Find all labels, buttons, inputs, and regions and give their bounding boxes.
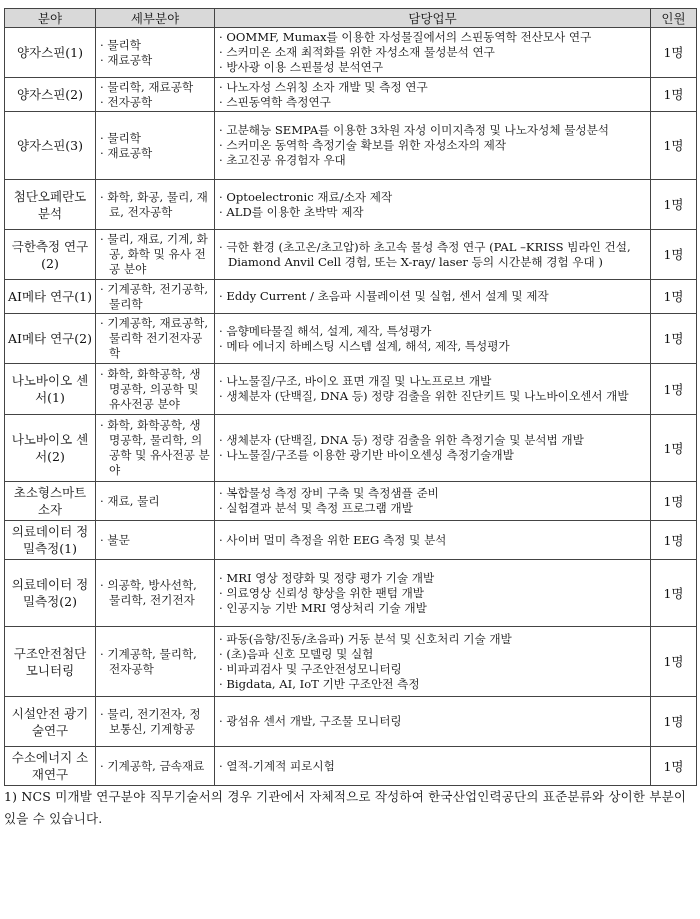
duty-item: · 생체분자 (단백질, DNA 등) 정량 검출을 위한 측정기술 및 분석법 개발 — [219, 433, 646, 448]
sub-field-item: · 화학, 화학공학, 생명공학, 의공학 및 유사전공 분야 — [100, 367, 210, 412]
sub-field-cell — [96, 521, 215, 560]
headcount-cell: 1명 — [651, 112, 697, 180]
sub-field-item: · 기계공학, 물리학, 전자공학 — [100, 647, 210, 677]
sub-field-item: · 물리, 전기전자, 정보통신, 기계항공 — [100, 707, 210, 737]
sub-field-item: · 재료공학 — [100, 146, 210, 161]
duty-item: · 방사광 이용 스핀물성 분석연구 — [219, 60, 646, 75]
duty-cell — [215, 280, 651, 314]
table-row — [5, 747, 697, 786]
table-row — [5, 560, 697, 627]
area-cell: 극한측정 연구(2) — [5, 230, 96, 280]
duty-item: · Eddy Current / 초음파 시뮬레이션 및 실험, 센서 설계 및 제작 — [219, 289, 646, 304]
duty-cell — [215, 28, 651, 78]
area-cell: AI메타 연구(2) — [5, 314, 96, 364]
area-cell: AI메타 연구(1) — [5, 280, 96, 314]
sub-field-item: · 기계공학, 금속재료 — [100, 759, 210, 774]
duty-item: · 생체분자 (단백질, DNA 등) 정량 검출을 위한 진단키트 및 나노바이오센서 개발 — [219, 389, 646, 404]
duty-item: · (초)음파 신호 모델링 및 실험 — [219, 647, 646, 662]
duty-cell — [215, 415, 651, 482]
sub-field-item: · 의공학, 방사선학, 물리학, 전기전자 — [100, 578, 210, 608]
footnote: 1) NCS 미개발 연구분야 직무기술서의 경우 기관에서 자체적으로 작성하여 한국산업인력공단의 표준분류와 상이한 부분이 있을 수 있습니다. — [4, 789, 687, 826]
duty-item: · Optoelectronic 재료/소자 제작 — [219, 190, 646, 205]
duty-item: · 비파괴검사 및 구조안전성모니터링 — [219, 662, 646, 677]
duty-item: · 인공지능 기반 MRI 영상처리 기술 개발 — [219, 601, 646, 616]
duty-cell — [215, 747, 651, 786]
sub-field-item: · 기계공학, 전기공학,물리학 — [100, 282, 210, 312]
headcount-cell: 1명 — [651, 747, 697, 786]
headcount-cell: 1명 — [651, 415, 697, 482]
sub-field-item: · 재료공학 — [100, 53, 210, 68]
sub-field-cell — [96, 78, 215, 112]
duty-item: · 광섬유 센서 개발, 구조물 모니터링 — [219, 714, 646, 729]
duty-cell — [215, 697, 651, 747]
duty-item: · 나노물질/구조, 바이오 표면 개질 및 나노프로브 개발 — [219, 374, 646, 389]
area-cell: 초소형스마트 소자 — [5, 482, 96, 521]
duty-cell — [215, 112, 651, 180]
area-cell: 양자스핀(3) — [5, 112, 96, 180]
area-cell: 구조안전첨단 모니터링 — [5, 627, 96, 697]
duty-cell — [215, 560, 651, 627]
duty-item: · MRI 영상 정량화 및 정량 평가 기술 개발 — [219, 571, 646, 586]
table-row — [5, 415, 697, 482]
duty-cell — [215, 230, 651, 280]
area-cell: 첨단오페란도 분석 — [5, 180, 96, 230]
sub-field-item: · 재료, 물리 — [100, 494, 210, 509]
area-cell: 나노바이오 센서(2) — [5, 415, 96, 482]
table-row — [5, 364, 697, 415]
header-area: 분야 — [5, 9, 96, 28]
duty-item: · 열적-기계적 피로시험 — [219, 759, 646, 774]
duty-item: · 스핀동역학 측정연구 — [219, 95, 646, 110]
duty-item: · Bigdata, AI, IoT 기반 구조안전 측정 — [219, 677, 646, 692]
sub-field-cell — [96, 415, 215, 482]
headcount-cell: 1명 — [651, 482, 697, 521]
table-row — [5, 521, 697, 560]
area-cell: 의료데이터 정밀측정(2) — [5, 560, 96, 627]
duty-item: · 메타 에너지 하베스팅 시스템 설계, 해석, 제작, 특성평가 — [219, 339, 646, 354]
headcount-cell: 1명 — [651, 28, 697, 78]
table-row — [5, 627, 697, 697]
duty-item: · 복합물성 측정 장비 구축 및 측정샘플 준비 — [219, 486, 646, 501]
sub-field-cell — [96, 627, 215, 697]
table-row — [5, 28, 697, 78]
headcount-cell: 1명 — [651, 560, 697, 627]
table-row — [5, 180, 697, 230]
sub-field-item: · 화학, 화공, 물리, 재료, 전자공학 — [100, 190, 210, 220]
headcount-cell: 1명 — [651, 697, 697, 747]
sub-field-cell — [96, 560, 215, 627]
header-sub: 세부분야 — [96, 9, 215, 28]
area-cell: 시설안전 광기술연구 — [5, 697, 96, 747]
table-row — [5, 230, 697, 280]
sub-field-cell — [96, 180, 215, 230]
header-duty: 담당업무 — [215, 9, 651, 28]
table-row — [5, 482, 697, 521]
duty-item: · 스커미온 소재 최적화를 위한 자성소재 물성분석 연구 — [219, 45, 646, 60]
sub-field-cell — [96, 28, 215, 78]
duty-item: · 의료영상 신뢰성 향상을 위한 팬텀 개발 — [219, 586, 646, 601]
table-row — [5, 78, 697, 112]
table-row — [5, 112, 697, 180]
sub-field-item: · 화학, 화학공학, 생명공학, 물리학, 의공학 및 유사전공 분야 — [100, 418, 210, 478]
table-row — [5, 280, 697, 314]
sub-field-item: · 기계공학, 재료공학, 물리학 전기전자공학 — [100, 316, 210, 361]
recruitment-table — [4, 8, 697, 786]
sub-field-item: · 물리학, 재료공학 — [100, 80, 210, 95]
sub-field-cell — [96, 280, 215, 314]
area-cell: 수소에너지 소재연구 — [5, 747, 96, 786]
duty-item: · 음향메타물질 해석, 설계, 제작, 특성평가 — [219, 324, 646, 339]
headcount-cell: 1명 — [651, 627, 697, 697]
duty-item: · 나노자성 스위칭 소자 개발 및 측정 연구 — [219, 80, 646, 95]
table-header-row — [5, 9, 697, 28]
headcount-cell: 1명 — [651, 180, 697, 230]
duty-cell — [215, 364, 651, 415]
sub-field-cell — [96, 697, 215, 747]
duty-item: · 파동(음향/진동/초음파) 거동 분석 및 신호처리 기술 개발 — [219, 632, 646, 647]
sub-field-cell — [96, 747, 215, 786]
area-cell: 의료데이터 정밀측정(1) — [5, 521, 96, 560]
duty-cell — [215, 314, 651, 364]
sub-field-item: · 물리, 재료, 기계, 화공, 화학 및 유사 전공 분야 — [100, 232, 210, 277]
sub-field-cell — [96, 314, 215, 364]
duty-cell — [215, 78, 651, 112]
table-row — [5, 697, 697, 747]
area-cell: 나노바이오 센서(1) — [5, 364, 96, 415]
sub-field-item: · 전자공학 — [100, 95, 210, 110]
sub-field-cell — [96, 364, 215, 415]
duty-item: · ALD를 이용한 초박막 제작 — [219, 205, 646, 220]
sub-field-cell — [96, 112, 215, 180]
area-cell: 양자스핀(2) — [5, 78, 96, 112]
headcount-cell: 1명 — [651, 521, 697, 560]
sub-field-cell — [96, 482, 215, 521]
sub-field-item: · 불문 — [100, 533, 210, 548]
document — [4, 8, 696, 830]
headcount-cell: 1명 — [651, 364, 697, 415]
sub-field-item: · 물리학 — [100, 131, 210, 146]
sub-field-item: · 물리학 — [100, 38, 210, 53]
duty-item: · 초고진공 유경험자 우대 — [219, 153, 646, 168]
duty-item: · 고분해능 SEMPA를 이용한 3차원 자성 이미지측정 및 나노자성체 물성분석 — [219, 123, 646, 138]
duty-item: · 실험결과 분석 및 측정 프로그램 개발 — [219, 501, 646, 516]
table-row — [5, 314, 697, 364]
duty-cell — [215, 482, 651, 521]
headcount-cell: 1명 — [651, 314, 697, 364]
area-cell: 양자스핀(1) — [5, 28, 96, 78]
duty-cell — [215, 627, 651, 697]
duty-item: · 스커미온 동역학 측정기술 확보를 위한 자성소자의 제작 — [219, 138, 646, 153]
header-count: 인원 — [651, 9, 697, 28]
duty-item: · 극한 환경 (초고온/초고압)하 초고속 물성 측정 연구 (PAL –KRISS 빔라인 건설, Diamond Anvil Cell 경험, 또는 X-ray/ laser 등의 시간분해 경험 우대 ) — [219, 240, 646, 270]
headcount-cell: 1명 — [651, 280, 697, 314]
sub-field-cell — [96, 230, 215, 280]
duty-item: · 나노물질/구조를 이용한 광기반 바이오센싱 측정기술개발 — [219, 448, 646, 463]
headcount-cell: 1명 — [651, 78, 697, 112]
table-body — [5, 28, 697, 786]
duty-cell — [215, 521, 651, 560]
duty-item: · 사이버 멀미 측정을 위한 EEG 측정 및 분석 — [219, 533, 646, 548]
duty-cell — [215, 180, 651, 230]
headcount-cell: 1명 — [651, 230, 697, 280]
duty-item: · OOMMF, Mumax를 이용한 자성물질에서의 스핀동역학 전산모사 연구 — [219, 30, 646, 45]
